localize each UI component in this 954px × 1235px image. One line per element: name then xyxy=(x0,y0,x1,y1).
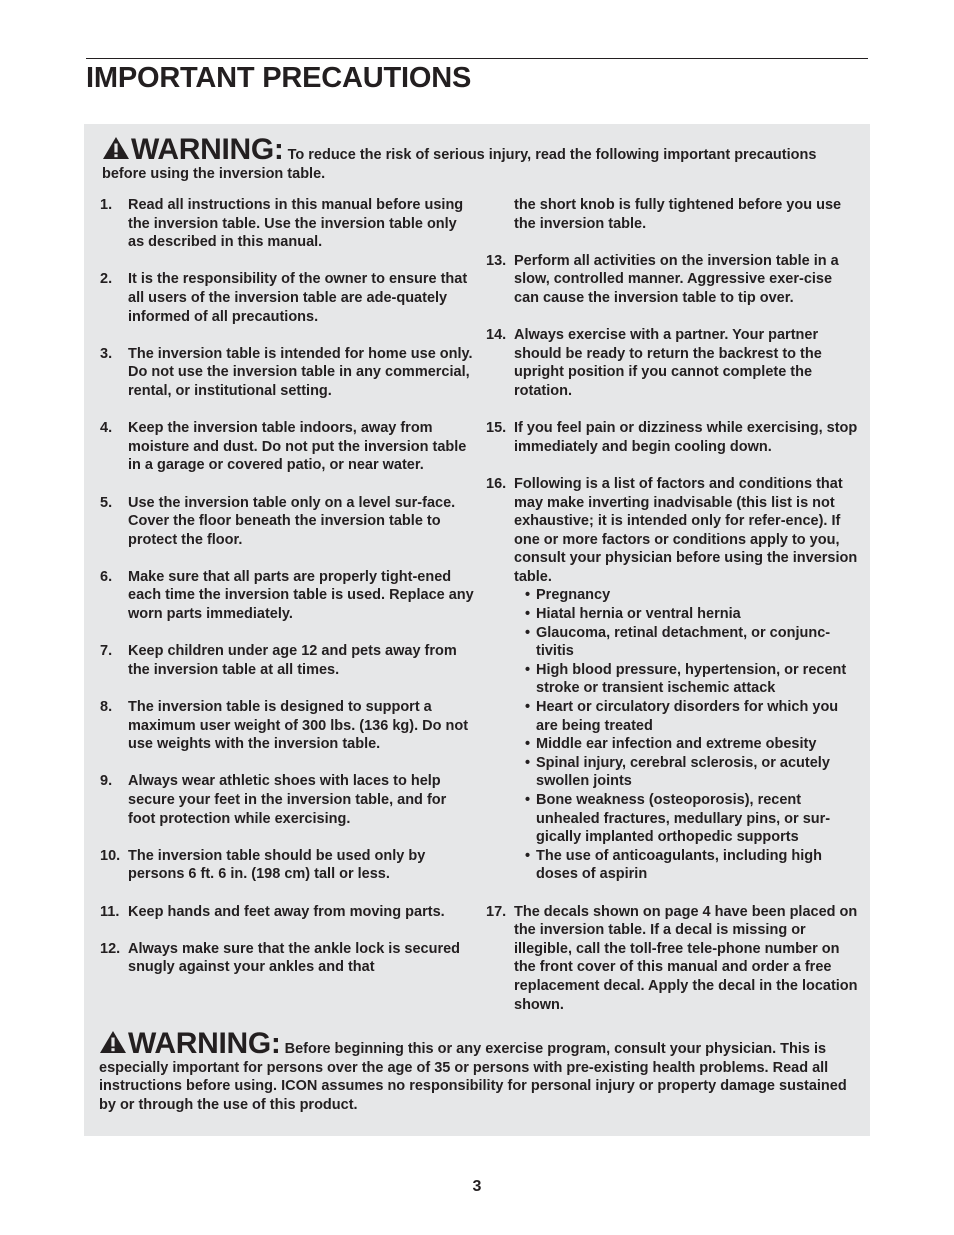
condition-item: • Middle ear infection and extreme obesity xyxy=(525,736,817,753)
condition-item: • Pregnancy xyxy=(525,587,611,604)
list-item xyxy=(100,772,475,828)
condition-item: • The use of anticoagulants, including high doses of aspirin xyxy=(525,847,822,883)
list-item xyxy=(100,642,475,679)
bullet-icon: • xyxy=(525,661,531,678)
item-text: If you feel pain or dizziness while exercising, stop immediately and begin cooling down. xyxy=(514,420,858,455)
condition-item: • Heart or circulatory disorders for which you are being treated xyxy=(525,699,839,734)
page-title: IMPORTANT PRECAUTIONS xyxy=(86,62,472,94)
item-number: 8. xyxy=(100,699,113,716)
list-item xyxy=(486,419,858,456)
page-number: 3 xyxy=(472,1178,482,1195)
item-number: 9. xyxy=(100,773,113,790)
item-text: Keep the inversion table indoors, away from moisture and dust. Do not put the inversion table in a garage or covered patio, or near water. xyxy=(128,420,467,474)
item-number: 11. xyxy=(100,903,120,920)
item-number: 17. xyxy=(486,903,507,920)
item-number: 10. xyxy=(100,847,121,864)
warning-text: To reduce the risk of serious injury, read the following important precautions before using the inversion table. xyxy=(102,147,817,182)
item-text: The inversion table is intended for home use only. Do not use the inversion table in any commercial, rental, or institutional setting. xyxy=(128,345,473,399)
bullet-icon: • xyxy=(525,587,531,604)
item-number: 7. xyxy=(100,643,113,660)
conditions-list xyxy=(514,586,858,884)
item-number: 5. xyxy=(100,494,113,511)
item-text: Read all instructions in this manual before using the inversion table. Use the inversion table only as described in this manual. xyxy=(128,197,464,251)
item-number: 1. xyxy=(100,197,113,213)
item-text: Keep children under age 12 and pets away from the inversion table at all times. xyxy=(128,643,457,678)
list-item xyxy=(486,475,858,884)
bullet-icon: • xyxy=(525,736,531,753)
item-number: 16. xyxy=(486,475,507,492)
list-item xyxy=(100,345,475,401)
list-item xyxy=(486,326,858,400)
warning-text: Before beginning this or any exercise program, consult your physician. This is especially important for persons over the age of 35 or persons with pre-existing health problems. Read all instructions before using. ICON assumes no responsibility for personal injury or property damage sustained by or through the use of this product. xyxy=(99,1041,847,1113)
condition-item: • Glaucoma, retinal detachment, or conjunc-tivitis xyxy=(525,624,831,660)
condition-item: • Hiatal hernia or ventral hernia xyxy=(525,606,741,623)
item-number: 3. xyxy=(100,345,113,362)
list-item xyxy=(100,940,475,977)
item-text: The inversion table should be used only by persons 6 ft. 6 in. (198 cm) tall or less. xyxy=(128,847,426,883)
warning-label: WARNING: xyxy=(131,133,284,166)
condition-item: • High blood pressure, hypertension, or recent stroke or transient ischemic attack xyxy=(525,661,847,697)
item-text: Always exercise with a partner. Your partner should be ready to return the backrest to the upright position if you cannot complete the rotation. xyxy=(514,327,822,399)
precautions-column-right xyxy=(486,196,858,1033)
item-text: Always wear athletic shoes with laces to help secure your feet in the inversion table, and for foot protection while exercising. xyxy=(128,773,447,827)
item-text: the short knob is fully tightened before you use the inversion table. xyxy=(514,197,842,232)
item-text: Perform all activities on the inversion table in a slow, controlled manner. Aggressive exer-cise can cause the inversion table to tip over. xyxy=(514,252,839,306)
precautions-column-left xyxy=(100,196,475,996)
list-item xyxy=(100,196,475,252)
condition-item: • Bone weakness (osteoporosis), recent unhealed fractures, medullary pins, or sur-gically implanted orthopedic supports xyxy=(525,792,831,846)
warning-triangle-icon xyxy=(99,1030,127,1054)
list-item xyxy=(100,847,475,884)
item-text: Keep hands and feet away from moving parts. xyxy=(128,903,445,920)
item-text: The decals shown on page 4 have been placed on the inversion table. If a decal is missing or illegible, call the toll-free tele-phone number on the front cover of this manual and order a free replacement decal. Apply the decal in the location shown. xyxy=(514,903,858,1013)
item-number: 15. xyxy=(486,420,507,437)
condition-item: • Spinal injury, cerebral sclerosis, or acutely swollen joints xyxy=(525,754,830,790)
list-item-continuation xyxy=(486,196,858,233)
bullet-icon: • xyxy=(525,847,531,864)
list-item xyxy=(486,903,858,1015)
warning-bottom xyxy=(99,1027,859,1114)
item-number: 6. xyxy=(100,568,113,585)
warning-top xyxy=(102,133,858,183)
list-item xyxy=(486,252,858,308)
item-text: Use the inversion table only on a level sur-face. Cover the floor beneath the inversion table to protect the floor. xyxy=(128,494,456,548)
warning-label: WARNING: xyxy=(128,1027,281,1060)
item-number: 12. xyxy=(100,940,121,957)
item-number: 14. xyxy=(486,327,507,344)
list-item xyxy=(100,698,475,754)
bullet-icon: • xyxy=(525,754,531,771)
item-number: 13. xyxy=(486,252,507,269)
item-text: Always make sure that the ankle lock is secured snugly against your ankles and that xyxy=(128,940,461,976)
precautions-panel xyxy=(84,124,870,1136)
list-item xyxy=(100,903,475,922)
list-item xyxy=(100,568,475,624)
list-item xyxy=(100,494,475,550)
list-item xyxy=(100,270,475,326)
item-text: Following is a list of factors and conditions that may make inverting inadvisable (this list is not exhaustive; it is intended only for refer-ence). If one or more factors or conditions apply to you, consult your physician before using the inversion table. xyxy=(514,475,858,585)
item-number: 4. xyxy=(100,420,113,437)
bullet-icon: • xyxy=(525,699,531,716)
bullet-icon: • xyxy=(525,624,531,641)
list-item xyxy=(100,419,475,475)
item-text: It is the responsibility of the owner to ensure that all users of the inversion table are ade-quately informed of all precautions. xyxy=(128,271,468,325)
header-rule xyxy=(86,58,868,59)
warning-triangle-icon xyxy=(102,136,130,160)
item-text: The inversion table is designed to support a maximum user weight of 300 lbs. (136 kg). Do not use weights with the inversion table. xyxy=(128,699,469,753)
item-number: 2. xyxy=(100,271,113,288)
item-text: Make sure that all parts are properly tight-ened each time the inversion table is used. Replace any worn parts immediately. xyxy=(128,568,474,623)
bullet-icon: • xyxy=(525,606,531,623)
bullet-icon: • xyxy=(525,792,531,808)
